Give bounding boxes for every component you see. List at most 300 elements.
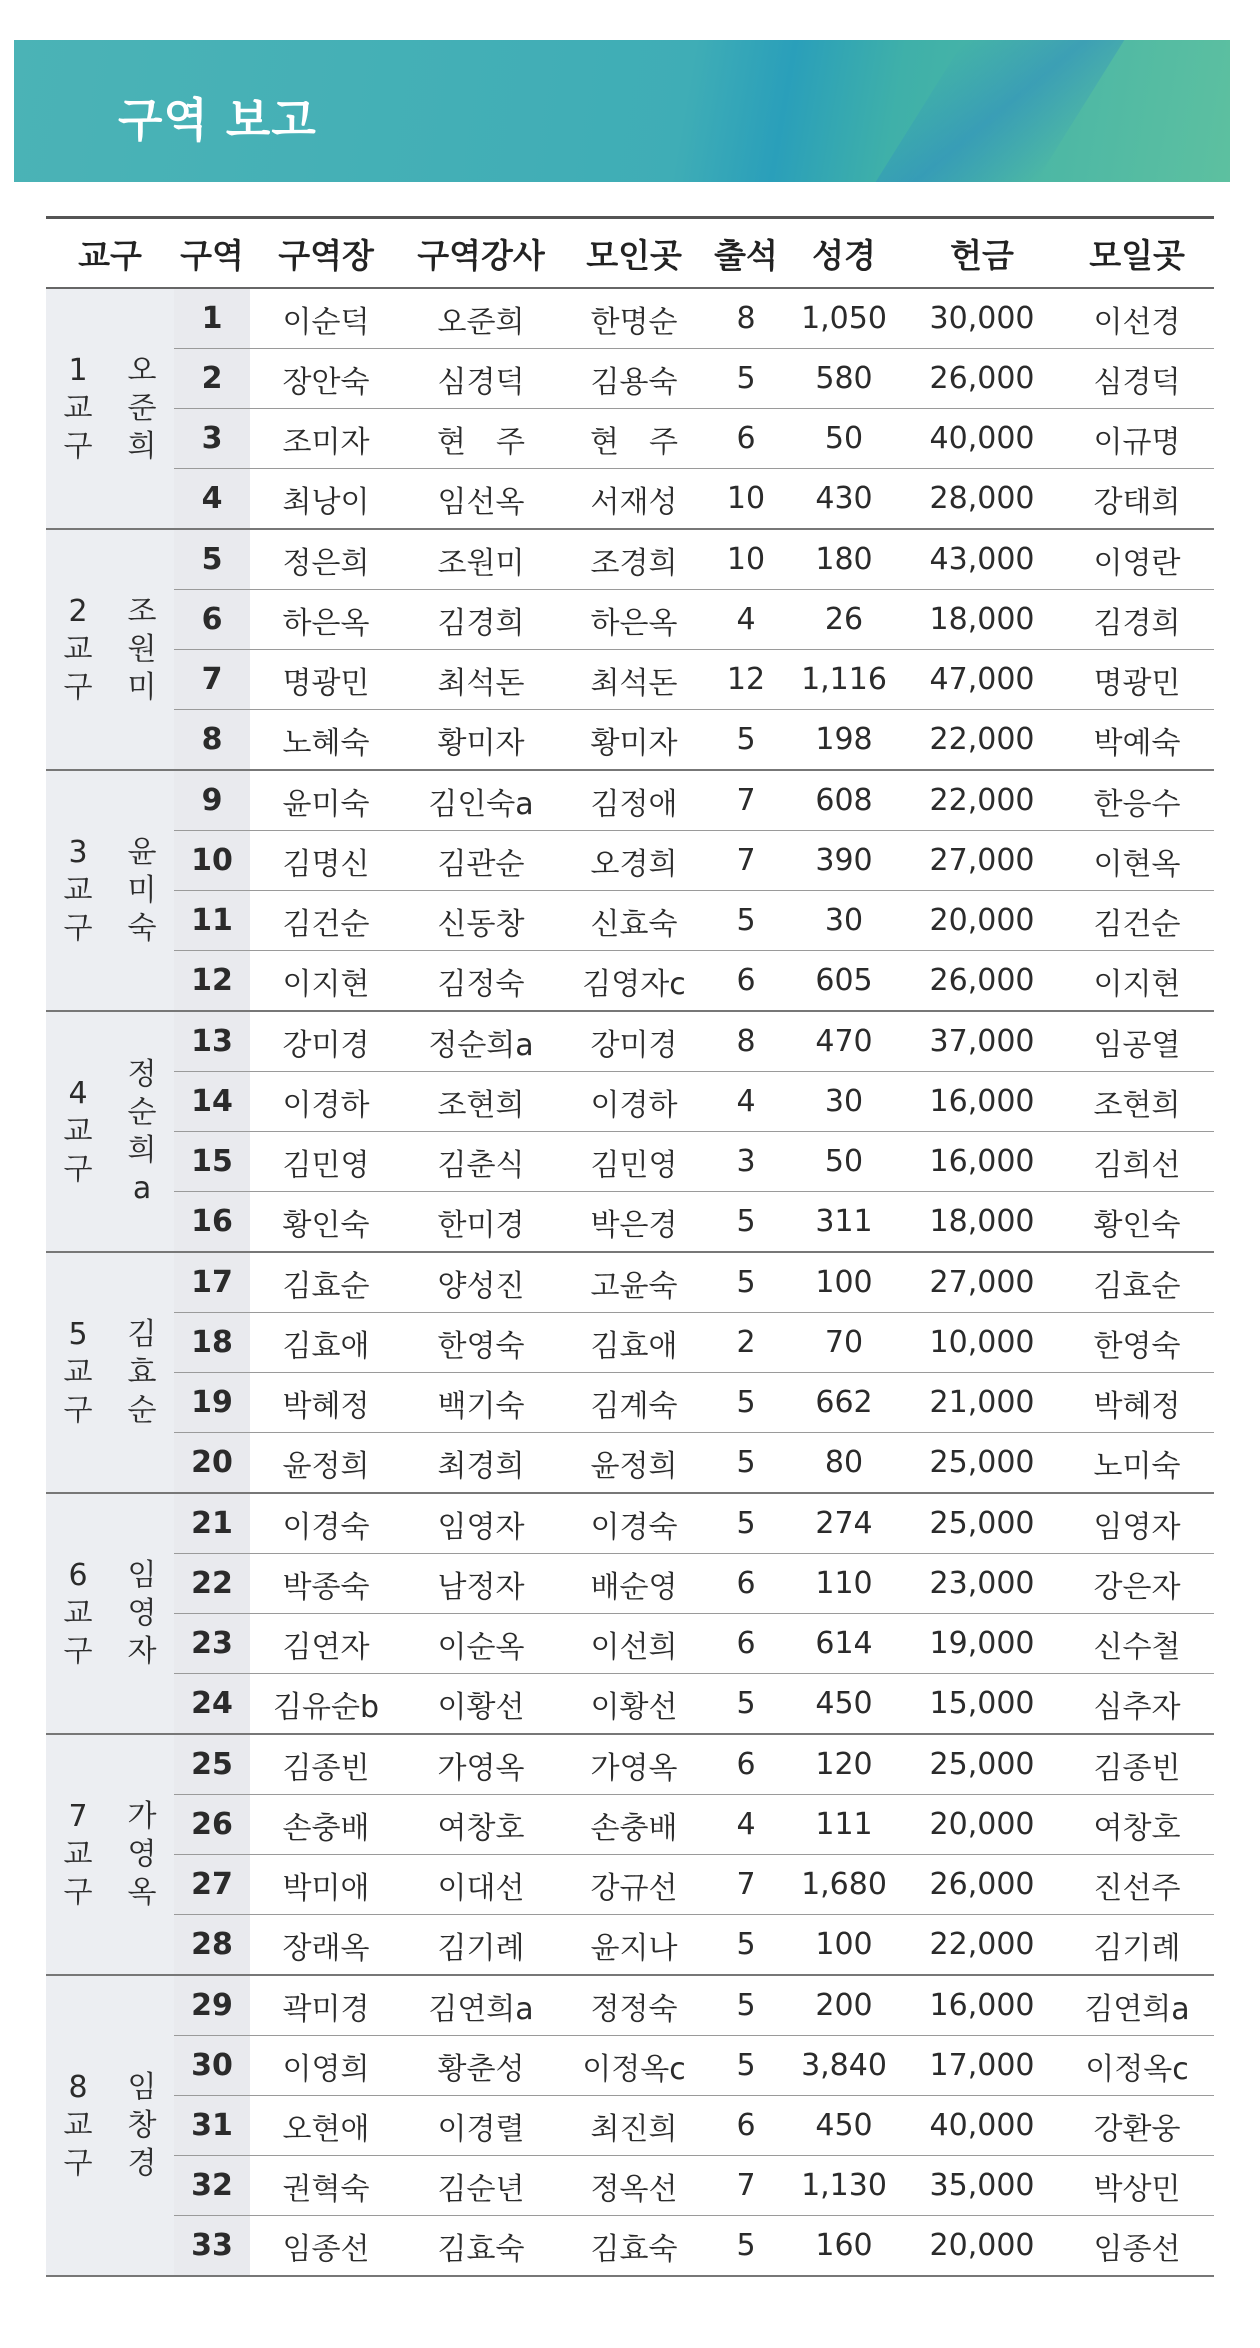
cell-next-place: 심경덕 — [1060, 349, 1214, 409]
table-row — [46, 891, 1214, 951]
gyogu-leader — [110, 1734, 174, 1975]
cell-district-leader: 윤정희 — [250, 1433, 402, 1494]
gyogu-label — [46, 1252, 110, 1493]
cell-next-place: 박혜정 — [1060, 1373, 1214, 1433]
leader-char: a — [132, 1170, 152, 1206]
table-row — [46, 1554, 1214, 1614]
cell-next-place: 이선경 — [1060, 288, 1214, 349]
cell-district-number: 27 — [174, 1855, 250, 1915]
cell-attendance: 5 — [708, 1674, 784, 1735]
cell-met-place: 현 주 — [560, 409, 708, 469]
cell-next-place: 김희선 — [1060, 1132, 1214, 1192]
cell-district-number: 1 — [174, 288, 250, 349]
leader-char: 희 — [127, 428, 157, 464]
table-row — [46, 1493, 1214, 1554]
cell-attendance: 2 — [708, 1313, 784, 1373]
cell-met-place: 박은경 — [560, 1192, 708, 1253]
gyogu-char: 구 — [63, 910, 93, 946]
cell-offering: 17,000 — [904, 2036, 1060, 2096]
cell-bible: 470 — [784, 1011, 904, 1072]
cell-district-number: 30 — [174, 2036, 250, 2096]
cell-offering: 27,000 — [904, 831, 1060, 891]
gyogu-char: 4 — [68, 1075, 88, 1111]
table-row — [46, 1734, 1214, 1795]
cell-attendance: 5 — [708, 891, 784, 951]
leader-char: 임 — [127, 2069, 157, 2105]
gyogu-char: 2 — [68, 593, 88, 629]
cell-next-place: 강은자 — [1060, 1554, 1214, 1614]
table-row — [46, 1614, 1214, 1674]
leader-char: 준 — [127, 390, 157, 426]
cell-district-teacher: 김정숙 — [402, 951, 560, 1012]
table-row — [46, 831, 1214, 891]
cell-district-leader: 이지현 — [250, 951, 402, 1012]
cell-offering: 18,000 — [904, 1192, 1060, 1253]
gyogu-label — [46, 1975, 110, 2276]
gyogu-label — [46, 1734, 110, 1975]
cell-bible: 50 — [784, 409, 904, 469]
cell-next-place: 박예숙 — [1060, 710, 1214, 771]
cell-attendance: 5 — [708, 349, 784, 409]
cell-district-teacher: 임영자 — [402, 1493, 560, 1554]
cell-bible: 1,116 — [784, 650, 904, 710]
cell-district-number: 3 — [174, 409, 250, 469]
table-row — [46, 1855, 1214, 1915]
cell-district-teacher: 현 주 — [402, 409, 560, 469]
cell-offering: 40,000 — [904, 409, 1060, 469]
table-row — [46, 1915, 1214, 1976]
cell-met-place: 서재성 — [560, 469, 708, 530]
cell-district-number: 19 — [174, 1373, 250, 1433]
cell-district-leader: 최낭이 — [250, 469, 402, 530]
cell-district-leader: 장래옥 — [250, 1915, 402, 1976]
cell-met-place: 손충배 — [560, 1795, 708, 1855]
cell-district-teacher: 한미경 — [402, 1192, 560, 1253]
col-header-district-teacher: 구역강사 — [402, 218, 560, 289]
cell-bible: 100 — [784, 1252, 904, 1313]
cell-district-teacher: 양성진 — [402, 1252, 560, 1313]
cell-offering: 22,000 — [904, 710, 1060, 771]
cell-bible: 50 — [784, 1132, 904, 1192]
cell-next-place: 김경희 — [1060, 590, 1214, 650]
cell-district-leader: 윤미숙 — [250, 770, 402, 831]
gyogu-leader — [110, 1975, 174, 2276]
cell-district-number: 29 — [174, 1975, 250, 2036]
cell-next-place: 신수철 — [1060, 1614, 1214, 1674]
cell-district-leader: 김건순 — [250, 891, 402, 951]
cell-met-place: 윤정희 — [560, 1433, 708, 1494]
cell-district-number: 20 — [174, 1433, 250, 1494]
cell-bible: 200 — [784, 1975, 904, 2036]
cell-district-teacher: 이경렬 — [402, 2096, 560, 2156]
gyogu-char: 교 — [63, 1113, 93, 1149]
cell-district-leader: 권혁숙 — [250, 2156, 402, 2216]
cell-met-place: 정정숙 — [560, 1975, 708, 2036]
cell-met-place: 이황선 — [560, 1674, 708, 1735]
cell-district-number: 10 — [174, 831, 250, 891]
cell-offering: 22,000 — [904, 770, 1060, 831]
table-row — [46, 2096, 1214, 2156]
cell-bible: 26 — [784, 590, 904, 650]
gyogu-leader — [110, 1493, 174, 1734]
cell-offering: 25,000 — [904, 1734, 1060, 1795]
cell-met-place: 이경숙 — [560, 1493, 708, 1554]
district-report-table — [46, 216, 1214, 2277]
cell-district-teacher: 조원미 — [402, 529, 560, 590]
cell-bible: 30 — [784, 891, 904, 951]
cell-met-place: 황미자 — [560, 710, 708, 771]
leader-char: 오 — [127, 352, 157, 388]
cell-next-place: 김기례 — [1060, 1915, 1214, 1976]
col-header-bible: 성경 — [784, 218, 904, 289]
gyogu-char: 구 — [63, 669, 93, 705]
cell-offering: 30,000 — [904, 288, 1060, 349]
cell-district-number: 5 — [174, 529, 250, 590]
cell-district-number: 32 — [174, 2156, 250, 2216]
col-header-gyogu: 교구 — [46, 218, 174, 289]
leader-char: 조 — [127, 593, 157, 629]
cell-bible: 80 — [784, 1433, 904, 1494]
cell-district-teacher: 이황선 — [402, 1674, 560, 1735]
cell-district-leader: 이경숙 — [250, 1493, 402, 1554]
cell-met-place: 윤지나 — [560, 1915, 708, 1976]
cell-attendance: 7 — [708, 831, 784, 891]
table-row — [46, 1674, 1214, 1735]
col-header-district-leader: 구역장 — [250, 218, 402, 289]
cell-met-place: 신효숙 — [560, 891, 708, 951]
cell-met-place: 최진희 — [560, 2096, 708, 2156]
cell-bible: 198 — [784, 710, 904, 771]
table-header-row — [46, 218, 1214, 289]
cell-bible: 430 — [784, 469, 904, 530]
cell-met-place: 이선희 — [560, 1614, 708, 1674]
cell-attendance: 6 — [708, 1614, 784, 1674]
cell-district-teacher: 황춘성 — [402, 2036, 560, 2096]
gyogu-char: 구 — [63, 1151, 93, 1187]
cell-attendance: 6 — [708, 409, 784, 469]
col-header-attendance: 출석 — [708, 218, 784, 289]
cell-met-place: 강미경 — [560, 1011, 708, 1072]
leader-char: 경 — [127, 2145, 157, 2181]
cell-met-place: 강규선 — [560, 1855, 708, 1915]
cell-district-number: 8 — [174, 710, 250, 771]
cell-district-teacher: 심경덕 — [402, 349, 560, 409]
cell-district-leader: 김민영 — [250, 1132, 402, 1192]
cell-attendance: 6 — [708, 2096, 784, 2156]
cell-district-number: 13 — [174, 1011, 250, 1072]
cell-district-number: 12 — [174, 951, 250, 1012]
gyogu-char: 교 — [63, 390, 93, 426]
cell-attendance: 4 — [708, 590, 784, 650]
cell-district-leader: 이순덕 — [250, 288, 402, 349]
cell-district-number: 24 — [174, 1674, 250, 1735]
cell-next-place: 임공열 — [1060, 1011, 1214, 1072]
cell-attendance: 5 — [708, 710, 784, 771]
cell-offering: 25,000 — [904, 1433, 1060, 1494]
table-row — [46, 650, 1214, 710]
cell-attendance: 7 — [708, 2156, 784, 2216]
cell-district-teacher: 김순년 — [402, 2156, 560, 2216]
table-row — [46, 1313, 1214, 1373]
cell-bible: 180 — [784, 529, 904, 590]
cell-district-number: 21 — [174, 1493, 250, 1554]
cell-district-teacher: 김연희a — [402, 1975, 560, 2036]
col-header-met-place: 모인곳 — [560, 218, 708, 289]
cell-district-leader: 김명신 — [250, 831, 402, 891]
table-row — [46, 2216, 1214, 2277]
gyogu-char: 교 — [63, 2107, 93, 2143]
cell-next-place: 진선주 — [1060, 1855, 1214, 1915]
leader-char: 원 — [127, 631, 157, 667]
cell-attendance: 7 — [708, 770, 784, 831]
cell-district-leader: 박종숙 — [250, 1554, 402, 1614]
gyogu-char: 1 — [68, 352, 88, 388]
cell-district-leader: 박혜정 — [250, 1373, 402, 1433]
cell-offering: 15,000 — [904, 1674, 1060, 1735]
cell-district-teacher: 백기숙 — [402, 1373, 560, 1433]
cell-met-place: 김정애 — [560, 770, 708, 831]
gyogu-char: 7 — [68, 1798, 88, 1834]
cell-bible: 274 — [784, 1493, 904, 1554]
table-row — [46, 2036, 1214, 2096]
cell-next-place: 임영자 — [1060, 1493, 1214, 1554]
gyogu-char: 구 — [63, 2145, 93, 2181]
cell-attendance: 6 — [708, 951, 784, 1012]
gyogu-leader — [110, 1252, 174, 1493]
cell-district-teacher: 김춘식 — [402, 1132, 560, 1192]
cell-attendance: 4 — [708, 1072, 784, 1132]
cell-bible: 1,130 — [784, 2156, 904, 2216]
cell-district-teacher: 김효숙 — [402, 2216, 560, 2277]
cell-offering: 18,000 — [904, 590, 1060, 650]
leader-char: 정 — [127, 1056, 157, 1092]
table-row — [46, 710, 1214, 771]
leader-char: 창 — [127, 2107, 157, 2143]
cell-district-leader: 하은옥 — [250, 590, 402, 650]
cell-offering: 40,000 — [904, 2096, 1060, 2156]
cell-met-place: 오경희 — [560, 831, 708, 891]
cell-next-place: 이정옥c — [1060, 2036, 1214, 2096]
table-row — [46, 1132, 1214, 1192]
cell-offering: 16,000 — [904, 1132, 1060, 1192]
cell-bible: 30 — [784, 1072, 904, 1132]
cell-offering: 21,000 — [904, 1373, 1060, 1433]
leader-char: 김 — [127, 1316, 157, 1352]
gyogu-label — [46, 1493, 110, 1734]
cell-district-leader: 임종선 — [250, 2216, 402, 2277]
leader-char: 효 — [127, 1354, 157, 1390]
cell-district-leader: 이경하 — [250, 1072, 402, 1132]
header-banner — [14, 40, 1230, 182]
cell-district-leader: 박미애 — [250, 1855, 402, 1915]
cell-offering: 20,000 — [904, 1795, 1060, 1855]
leader-char: 자 — [127, 1633, 157, 1669]
cell-next-place: 임종선 — [1060, 2216, 1214, 2277]
cell-district-number: 4 — [174, 469, 250, 530]
cell-district-teacher: 가영옥 — [402, 1734, 560, 1795]
cell-district-teacher: 최경희 — [402, 1433, 560, 1494]
cell-district-teacher: 남정자 — [402, 1554, 560, 1614]
cell-attendance: 5 — [708, 1373, 784, 1433]
cell-offering: 20,000 — [904, 2216, 1060, 2277]
cell-attendance: 10 — [708, 529, 784, 590]
gyogu-label — [46, 770, 110, 1011]
col-header-district: 구역 — [174, 218, 250, 289]
cell-district-teacher: 이순옥 — [402, 1614, 560, 1674]
cell-met-place: 하은옥 — [560, 590, 708, 650]
cell-district-leader: 김종빈 — [250, 1734, 402, 1795]
gyogu-label — [46, 288, 110, 529]
cell-offering: 43,000 — [904, 529, 1060, 590]
cell-district-number: 23 — [174, 1614, 250, 1674]
gyogu-char: 구 — [63, 1633, 93, 1669]
table-row — [46, 469, 1214, 530]
cell-district-leader: 조미자 — [250, 409, 402, 469]
leader-char: 옥 — [127, 1874, 157, 1910]
cell-district-leader: 곽미경 — [250, 1975, 402, 2036]
cell-district-number: 22 — [174, 1554, 250, 1614]
table-row — [46, 590, 1214, 650]
gyogu-char: 교 — [63, 872, 93, 908]
table-row — [46, 2156, 1214, 2216]
cell-district-leader: 명광민 — [250, 650, 402, 710]
cell-next-place: 조현희 — [1060, 1072, 1214, 1132]
cell-met-place: 김효숙 — [560, 2216, 708, 2277]
cell-bible: 662 — [784, 1373, 904, 1433]
cell-bible: 390 — [784, 831, 904, 891]
cell-next-place: 이영란 — [1060, 529, 1214, 590]
cell-district-number: 31 — [174, 2096, 250, 2156]
cell-met-place: 정옥선 — [560, 2156, 708, 2216]
gyogu-leader — [110, 770, 174, 1011]
cell-offering: 20,000 — [904, 891, 1060, 951]
cell-district-leader: 김효애 — [250, 1313, 402, 1373]
cell-district-leader: 황인숙 — [250, 1192, 402, 1253]
cell-bible: 450 — [784, 2096, 904, 2156]
cell-attendance: 5 — [708, 1252, 784, 1313]
cell-bible: 580 — [784, 349, 904, 409]
cell-district-number: 26 — [174, 1795, 250, 1855]
cell-district-teacher: 임선옥 — [402, 469, 560, 530]
cell-offering: 10,000 — [904, 1313, 1060, 1373]
cell-met-place: 가영옥 — [560, 1734, 708, 1795]
cell-district-leader: 장안숙 — [250, 349, 402, 409]
cell-next-place: 이규명 — [1060, 409, 1214, 469]
cell-attendance: 7 — [708, 1855, 784, 1915]
table-row — [46, 529, 1214, 590]
cell-district-leader: 손충배 — [250, 1795, 402, 1855]
gyogu-label — [46, 1011, 110, 1252]
gyogu-char: 구 — [63, 428, 93, 464]
cell-district-leader: 정은희 — [250, 529, 402, 590]
cell-district-teacher: 조현희 — [402, 1072, 560, 1132]
table-row — [46, 409, 1214, 469]
cell-district-teacher: 오준희 — [402, 288, 560, 349]
cell-bible: 450 — [784, 1674, 904, 1735]
cell-bible: 1,050 — [784, 288, 904, 349]
cell-bible: 120 — [784, 1734, 904, 1795]
cell-next-place: 한응수 — [1060, 770, 1214, 831]
leader-char: 영 — [127, 1595, 157, 1631]
col-header-next-place: 모일곳 — [1060, 218, 1214, 289]
cell-offering: 27,000 — [904, 1252, 1060, 1313]
cell-met-place: 최석돈 — [560, 650, 708, 710]
cell-next-place: 한영숙 — [1060, 1313, 1214, 1373]
cell-attendance: 5 — [708, 2036, 784, 2096]
leader-char: 순 — [127, 1094, 157, 1130]
cell-next-place: 박상민 — [1060, 2156, 1214, 2216]
cell-next-place: 이현옥 — [1060, 831, 1214, 891]
cell-bible: 111 — [784, 1795, 904, 1855]
cell-offering: 37,000 — [904, 1011, 1060, 1072]
gyogu-char: 교 — [63, 1595, 93, 1631]
cell-met-place: 김민영 — [560, 1132, 708, 1192]
cell-offering: 16,000 — [904, 1072, 1060, 1132]
table-row — [46, 1192, 1214, 1253]
leader-char: 윤 — [127, 834, 157, 870]
cell-offering: 16,000 — [904, 1975, 1060, 2036]
cell-met-place: 한명순 — [560, 288, 708, 349]
table-row — [46, 1433, 1214, 1494]
cell-attendance: 5 — [708, 1915, 784, 1976]
gyogu-char: 구 — [63, 1874, 93, 1910]
leader-char: 희 — [127, 1132, 157, 1168]
cell-offering: 22,000 — [904, 1915, 1060, 1976]
cell-offering: 23,000 — [904, 1554, 1060, 1614]
cell-district-leader: 오현애 — [250, 2096, 402, 2156]
cell-attendance: 6 — [708, 1554, 784, 1614]
cell-district-teacher: 김인숙a — [402, 770, 560, 831]
page-title: 구역 보고 — [118, 93, 317, 147]
cell-next-place: 강환웅 — [1060, 2096, 1214, 2156]
cell-district-teacher: 김기례 — [402, 1915, 560, 1976]
cell-attendance: 3 — [708, 1132, 784, 1192]
cell-district-teacher: 여창호 — [402, 1795, 560, 1855]
cell-offering: 26,000 — [904, 951, 1060, 1012]
table-row — [46, 770, 1214, 831]
cell-district-leader: 김연자 — [250, 1614, 402, 1674]
cell-met-place: 김효애 — [560, 1313, 708, 1373]
gyogu-leader — [110, 529, 174, 770]
cell-met-place: 김용숙 — [560, 349, 708, 409]
cell-attendance: 5 — [708, 1975, 784, 2036]
cell-attendance: 4 — [708, 1795, 784, 1855]
cell-district-teacher: 이대선 — [402, 1855, 560, 1915]
cell-attendance: 5 — [708, 2216, 784, 2277]
cell-bible: 70 — [784, 1313, 904, 1373]
cell-district-teacher: 김경희 — [402, 590, 560, 650]
gyogu-leader — [110, 1011, 174, 1252]
leader-char: 임 — [127, 1557, 157, 1593]
cell-bible: 1,680 — [784, 1855, 904, 1915]
cell-district-teacher: 최석돈 — [402, 650, 560, 710]
gyogu-label — [46, 529, 110, 770]
cell-attendance: 8 — [708, 1011, 784, 1072]
cell-next-place: 황인숙 — [1060, 1192, 1214, 1253]
cell-attendance: 8 — [708, 288, 784, 349]
cell-bible: 160 — [784, 2216, 904, 2277]
gyogu-char: 3 — [68, 834, 88, 870]
table-row — [46, 951, 1214, 1012]
cell-met-place: 이경하 — [560, 1072, 708, 1132]
gyogu-char: 8 — [68, 2069, 88, 2105]
cell-district-number: 14 — [174, 1072, 250, 1132]
leader-char: 가 — [127, 1798, 157, 1834]
cell-district-number: 9 — [174, 770, 250, 831]
cell-next-place: 김연희a — [1060, 1975, 1214, 2036]
cell-district-number: 17 — [174, 1252, 250, 1313]
cell-met-place: 배순영 — [560, 1554, 708, 1614]
